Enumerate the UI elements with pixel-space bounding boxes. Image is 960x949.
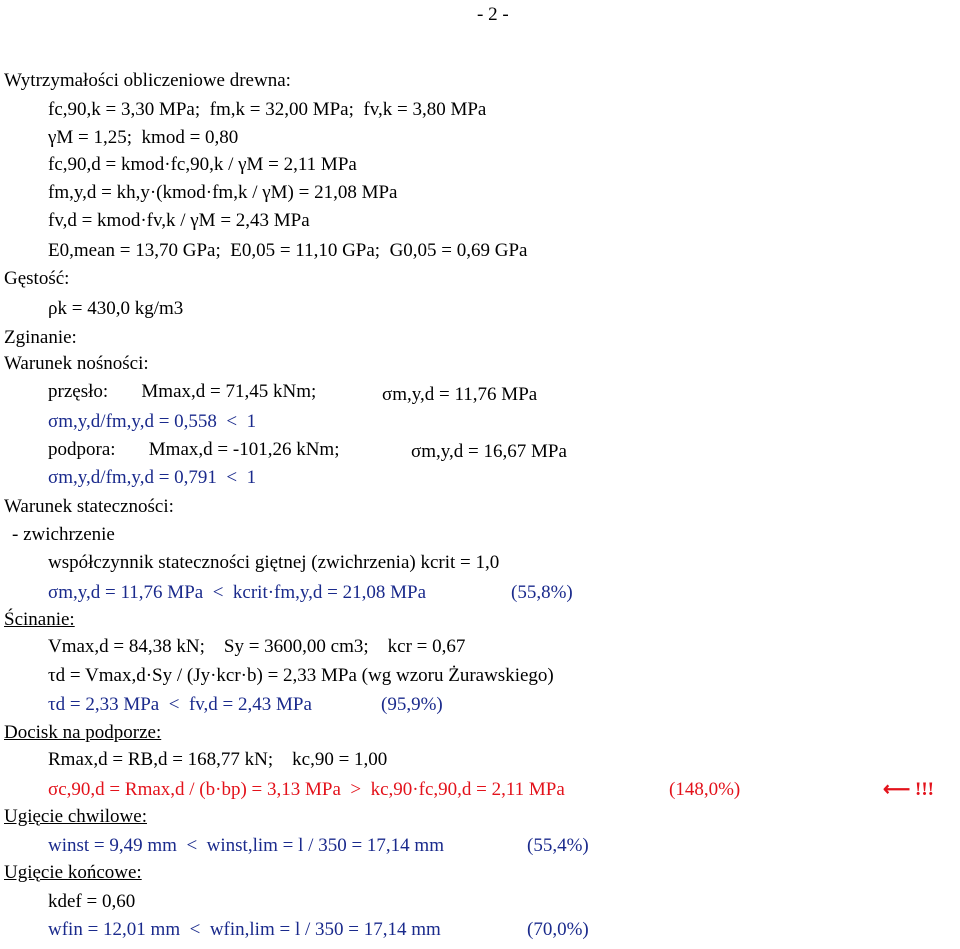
- span-moment: przęsło: Mmax,d = 71,45 kNm;: [48, 381, 317, 402]
- support-moment: podpora: Mmax,d = -101,26 kNm;: [48, 439, 340, 460]
- stability-sub: - zwichrzenie: [12, 524, 115, 545]
- deflection-fin-heading: Ugięcie końcowe:: [4, 862, 142, 883]
- shear-line-1: Vmax,d = 84,38 kN; Sy = 3600,00 cm3; kcr = 0,67: [48, 636, 466, 657]
- bearing-alert: ⟵ !!!: [883, 779, 934, 800]
- deflection-inst-check: winst = 9,49 mm < winst,lim = l / 350 = 17,14 mm: [48, 835, 444, 856]
- intro-line-2: γM = 1,25; kmod = 0,80: [48, 127, 239, 148]
- intro-heading: Wytrzymałości obliczeniowe drewna:: [4, 70, 291, 91]
- bearing-check: σc,90,d = Rmax,d / (b·bp) = 3,13 MPa > kc,90·fc,90,d = 2,11 MPa: [48, 779, 565, 800]
- bearing-heading: Docisk na podporze:: [4, 722, 162, 743]
- intro-line-4: fm,y,d = kh,y·(kmod·fm,k / γM) = 21,08 MPa: [48, 182, 398, 203]
- density-line-1: ρk = 430,0 kg/m3: [48, 298, 184, 319]
- shear-heading: Ścinanie:: [4, 609, 75, 630]
- span-ratio: σm,y,d/fm,y,d = 0,558 < 1: [48, 411, 257, 432]
- bearing-percent: (148,0%): [669, 779, 741, 800]
- deflection-inst-percent: (55,4%): [527, 835, 589, 856]
- stability-heading: Warunek stateczności:: [4, 496, 174, 517]
- capacity-heading: Warunek nośności:: [4, 353, 149, 374]
- support-ratio: σm,y,d/fm,y,d = 0,791 < 1: [48, 467, 257, 488]
- intro-line-1: fc,90,k = 3,30 MPa; fm,k = 32,00 MPa; fv,k = 3,80 MPa: [48, 99, 487, 120]
- bending-heading: Zginanie:: [4, 327, 77, 348]
- deflection-fin-line-1: kdef = 0,60: [48, 891, 136, 912]
- intro-line-5: fv,d = kmod·fv,k / γM = 2,43 MPa: [48, 210, 310, 231]
- page-number: - 2 -: [477, 4, 509, 25]
- stability-percent: (55,8%): [511, 582, 573, 603]
- shear-check: τd = 2,33 MPa < fv,d = 2,43 MPa: [48, 694, 312, 715]
- stability-coef: współczynnik stateczności giętnej (zwichrzenia) kcrit = 1,0: [48, 552, 500, 573]
- intro-line-6: E0,mean = 13,70 GPa; E0,05 = 11,10 GPa; G0,05 = 0,69 GPa: [48, 240, 528, 261]
- shear-percent: (95,9%): [381, 694, 443, 715]
- support-stress: σm,y,d = 16,67 MPa: [411, 441, 567, 462]
- deflection-fin-percent: (70,0%): [527, 919, 589, 940]
- deflection-inst-heading: Ugięcie chwilowe:: [4, 806, 147, 827]
- deflection-fin-check: wfin = 12,01 mm < wfin,lim = l / 350 = 17,14 mm: [48, 919, 441, 940]
- intro-line-3: fc,90,d = kmod·fc,90,k / γM = 2,11 MPa: [48, 154, 357, 175]
- density-heading: Gęstość:: [4, 268, 70, 289]
- stability-check: σm,y,d = 11,76 MPa < kcrit·fm,y,d = 21,08 MPa: [48, 582, 427, 603]
- bearing-line-1: Rmax,d = RB,d = 168,77 kN; kc,90 = 1,00: [48, 749, 388, 770]
- span-stress: σm,y,d = 11,76 MPa: [382, 384, 538, 405]
- shear-line-2: τd = Vmax,d·Sy / (Jy·kcr·b) = 2,33 MPa (wg wzoru Żurawskiego): [48, 665, 554, 686]
